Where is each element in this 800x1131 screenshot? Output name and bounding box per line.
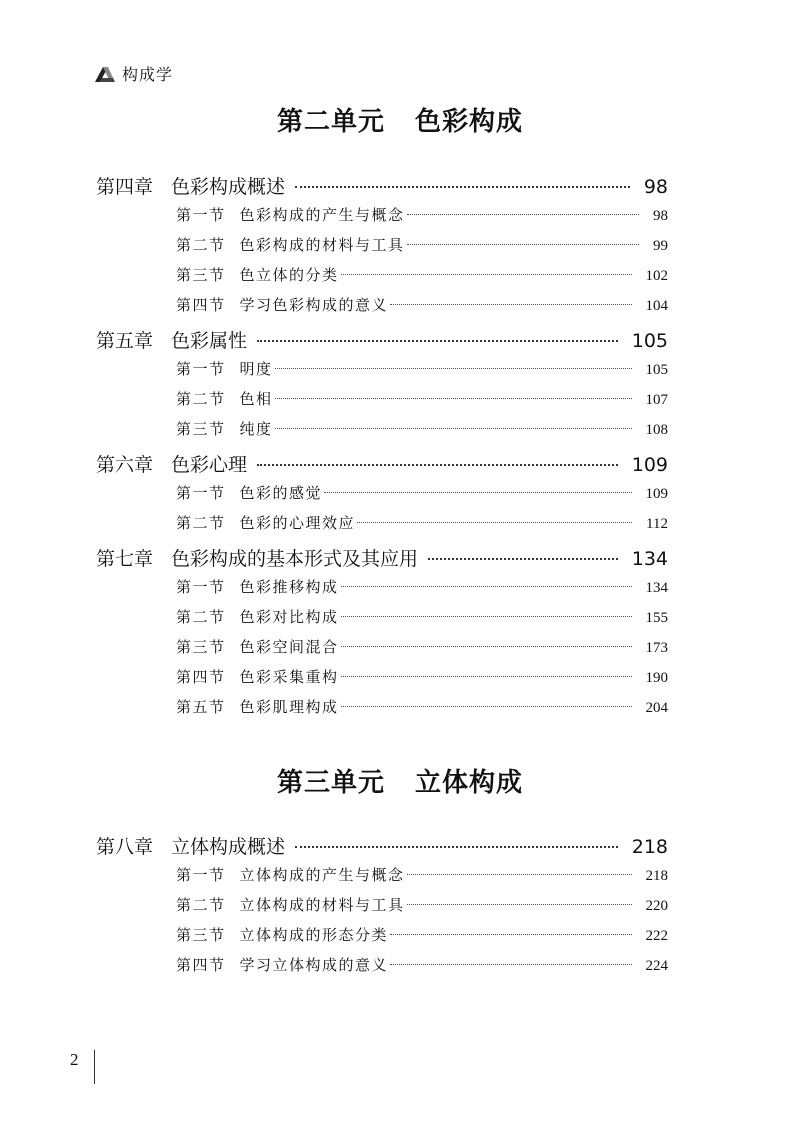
- section-page: 204: [645, 700, 668, 716]
- triangle-logo-icon: [94, 65, 116, 83]
- section-entry[interactable]: [96, 418, 668, 448]
- section-number: 第三节: [176, 420, 226, 438]
- chapter-entry[interactable]: [96, 170, 668, 204]
- section-number: 第四节: [176, 956, 226, 974]
- leader-dots: [341, 586, 632, 587]
- chapter-title: 色彩属性: [171, 330, 248, 352]
- section-entry[interactable]: [96, 924, 668, 954]
- chapter-title: 色彩心理: [171, 454, 248, 476]
- section-title: 色彩对比构成: [239, 608, 339, 626]
- section-title: 色相: [239, 390, 273, 408]
- section-entry[interactable]: [96, 666, 668, 696]
- section-number: 第二节: [176, 514, 226, 532]
- section-number: 第一节: [176, 484, 226, 502]
- leader-dots: [407, 244, 639, 245]
- book-title: 构成学: [122, 65, 174, 84]
- section-page: 102: [645, 268, 668, 284]
- section-entry[interactable]: [96, 576, 668, 606]
- section-entry[interactable]: [96, 954, 668, 984]
- chapter-page: 218: [631, 836, 668, 858]
- section-title: 色彩的心理效应: [239, 514, 356, 532]
- section-title: 色彩空间混合: [239, 638, 339, 656]
- chapter-number: 第五章: [96, 330, 154, 352]
- section-entry[interactable]: [96, 358, 668, 388]
- section-title: 学习色彩构成的意义: [239, 296, 389, 314]
- section-number: 第一节: [176, 578, 226, 596]
- section-page: 134: [645, 580, 668, 596]
- section-number: 第二节: [176, 896, 226, 914]
- chapter-number: 第八章: [96, 836, 154, 858]
- section-entry[interactable]: [96, 636, 668, 666]
- chapter-page: 109: [631, 454, 668, 476]
- leader-dots: [324, 492, 631, 493]
- leader-dots: [275, 368, 632, 369]
- section-page: 99: [653, 238, 668, 254]
- leader-dots: [341, 616, 632, 617]
- leader-dots: [407, 904, 632, 905]
- section-page: 109: [645, 486, 668, 502]
- unit-name: 立体构成: [415, 768, 524, 798]
- section-page: 108: [645, 422, 668, 438]
- chapter-entry[interactable]: [96, 448, 668, 482]
- page-number: 2: [70, 1050, 79, 1069]
- leader-dots: [257, 340, 618, 342]
- section-entry[interactable]: [96, 894, 668, 924]
- section-page: 218: [645, 868, 668, 884]
- section-page: 104: [645, 298, 668, 314]
- unit-name: 色彩构成: [415, 107, 524, 137]
- section-title: 色彩构成的材料与工具: [239, 236, 405, 254]
- chapter-entry[interactable]: [96, 324, 668, 358]
- chapter-number: 第七章: [96, 548, 154, 570]
- section-title: 明度: [239, 360, 273, 378]
- leader-dots: [295, 846, 618, 848]
- page-number-rule: [94, 1050, 95, 1084]
- section-title: 纯度: [239, 420, 273, 438]
- section-entry[interactable]: [96, 696, 668, 726]
- section-title: 色立体的分类: [239, 266, 339, 284]
- chapter-entry[interactable]: [96, 542, 668, 576]
- section-entry[interactable]: [96, 264, 668, 294]
- section-title: 色彩的感觉: [239, 484, 323, 502]
- section-title: 色彩采集重构: [239, 668, 339, 686]
- section-title: 立体构成的产生与概念: [239, 866, 405, 884]
- section-page: 98: [653, 208, 668, 224]
- toc-unit-2: [96, 170, 668, 726]
- leader-dots: [390, 964, 631, 965]
- section-number: 第二节: [176, 608, 226, 626]
- section-page: 220: [645, 898, 668, 914]
- section-page: 155: [645, 610, 668, 626]
- section-number: 第二节: [176, 236, 226, 254]
- leader-dots: [407, 214, 639, 215]
- section-entry[interactable]: [96, 388, 668, 418]
- unit-title-3: [0, 762, 800, 799]
- chapter-number: 第六章: [96, 454, 154, 476]
- section-entry[interactable]: [96, 606, 668, 636]
- leader-dots: [390, 304, 631, 305]
- chapter-title: 立体构成概述: [171, 836, 286, 858]
- unit-title-2: [0, 101, 800, 138]
- section-page: 190: [645, 670, 668, 686]
- chapter-page: 105: [631, 330, 668, 352]
- section-title: 色彩推移构成: [239, 578, 339, 596]
- section-entry[interactable]: [96, 294, 668, 324]
- section-page: 222: [645, 928, 668, 944]
- toc-unit-3: [96, 830, 668, 984]
- section-entry[interactable]: [96, 234, 668, 264]
- leader-dots: [275, 428, 632, 429]
- section-title: 色彩肌理构成: [239, 698, 339, 716]
- section-page: 224: [645, 958, 668, 974]
- chapter-number: 第四章: [96, 176, 154, 198]
- section-entry[interactable]: [96, 512, 668, 542]
- section-entry[interactable]: [96, 482, 668, 512]
- section-title: 立体构成的形态分类: [239, 926, 389, 944]
- section-title: 学习立体构成的意义: [239, 956, 389, 974]
- leader-dots: [341, 676, 632, 677]
- section-number: 第一节: [176, 866, 226, 884]
- chapter-title: 色彩构成概述: [171, 176, 286, 198]
- leader-dots: [341, 646, 632, 647]
- section-number: 第一节: [176, 206, 226, 224]
- section-title: 色彩构成的产生与概念: [239, 206, 405, 224]
- leader-dots: [275, 398, 632, 399]
- section-number: 第三节: [176, 266, 226, 284]
- unit-number: 第三单元: [276, 768, 385, 798]
- section-number: 第三节: [176, 926, 226, 944]
- chapter-entry[interactable]: [96, 830, 668, 864]
- leader-dots: [295, 186, 630, 188]
- section-number: 第四节: [176, 296, 226, 314]
- section-page: 112: [646, 516, 668, 532]
- leader-dots: [357, 522, 632, 523]
- leader-dots: [341, 706, 632, 707]
- chapter-page: 134: [631, 548, 668, 570]
- section-number: 第四节: [176, 668, 226, 686]
- section-title: 立体构成的材料与工具: [239, 896, 405, 914]
- leader-dots: [257, 464, 618, 466]
- section-page: 105: [645, 362, 668, 378]
- chapter-page: 98: [643, 176, 668, 198]
- running-header: [94, 62, 173, 85]
- section-number: 第三节: [176, 638, 226, 656]
- section-entry[interactable]: [96, 204, 668, 234]
- section-page: 173: [645, 640, 668, 656]
- leader-dots: [407, 874, 632, 875]
- leader-dots: [428, 558, 618, 560]
- section-number: 第五节: [176, 698, 226, 716]
- chapter-title: 色彩构成的基本形式及其应用: [171, 548, 419, 570]
- section-number: 第二节: [176, 390, 226, 408]
- unit-number: 第二单元: [276, 107, 385, 137]
- section-entry[interactable]: [96, 864, 668, 894]
- leader-dots: [390, 934, 631, 935]
- leader-dots: [341, 274, 632, 275]
- section-page: 107: [645, 392, 668, 408]
- section-number: 第一节: [176, 360, 226, 378]
